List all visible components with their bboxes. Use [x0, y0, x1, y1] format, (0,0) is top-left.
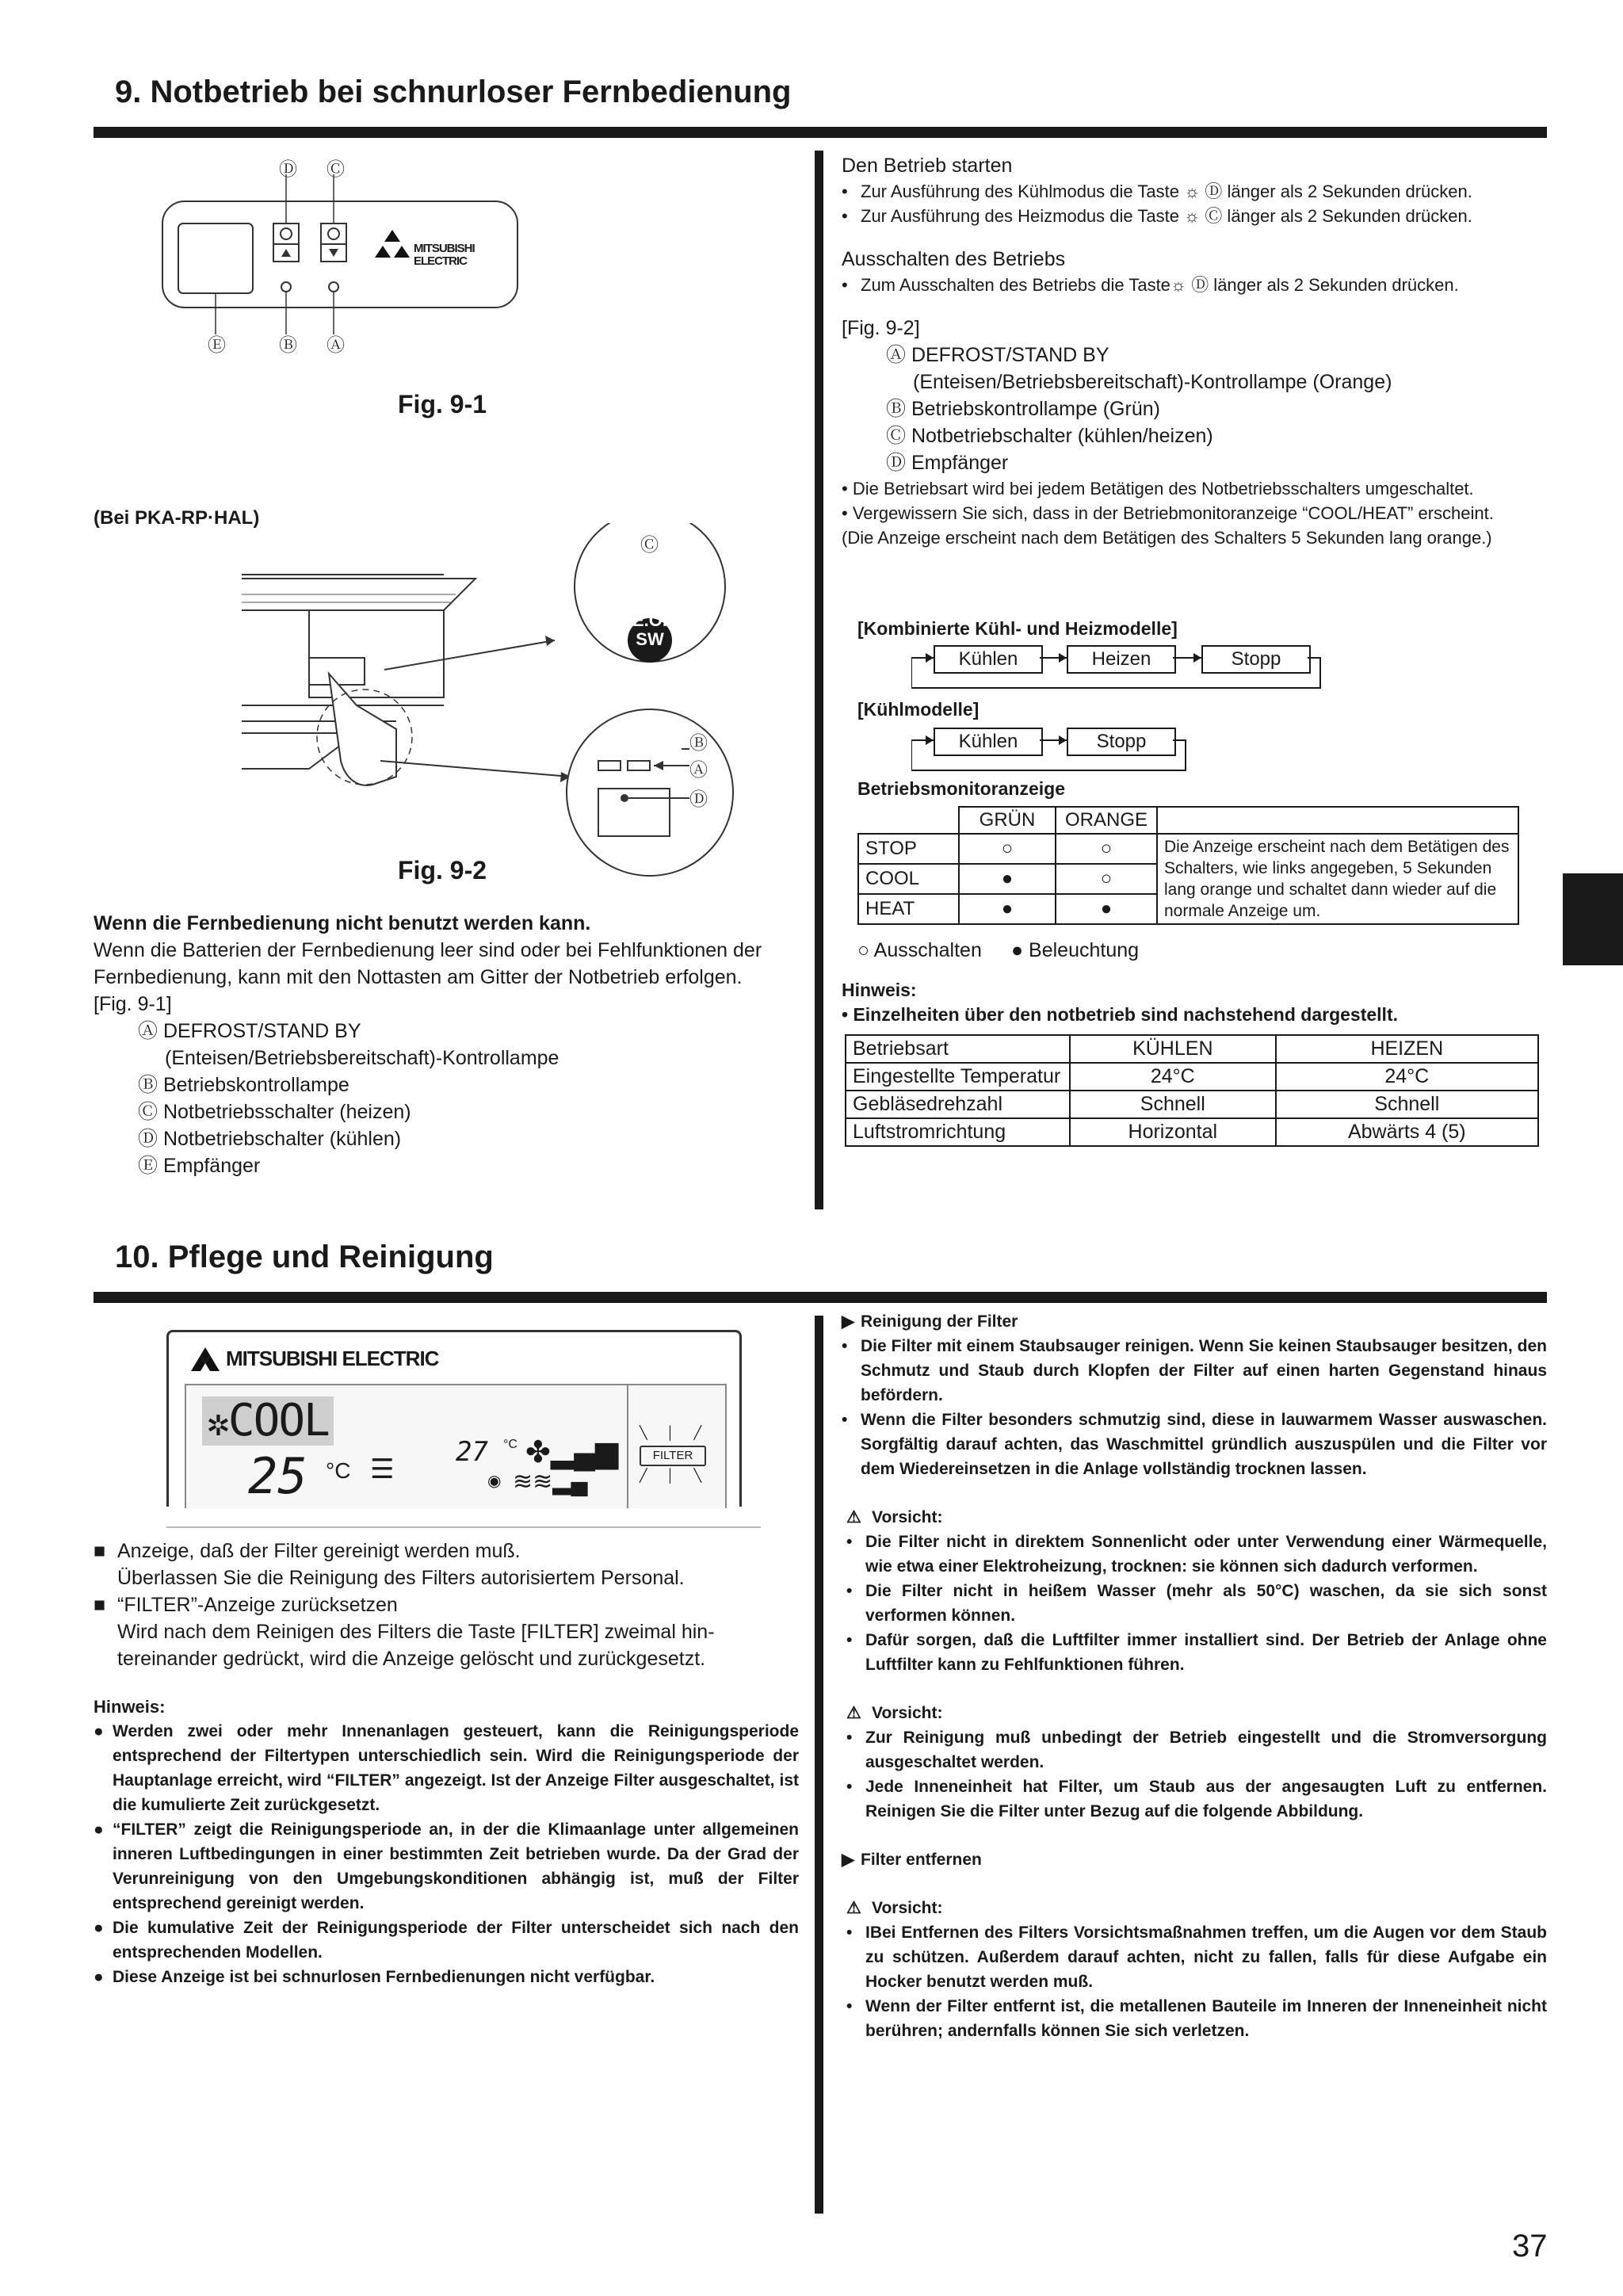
fig2-label-c: Ⓒ — [640, 534, 659, 555]
section-10-title: 10. Pflege und Reinigung — [115, 1240, 494, 1274]
warning-icon: ⚠ — [846, 1899, 861, 1917]
section-9-right-text: Den Betrieb starten • Zur Ausführung des Kühlmodus die Taste ☼ Ⓓ länger als 2 Sekunden drücken. • Zur Ausführung des Heizmodus die Taste ☼ Ⓒ länger als 2 Sekunden drücken. Ausschalten des Betriebs • Zum Ausschalten des Betriebs die Taste☼ Ⓓ länger als 2 Sekunden drücken. [Fig. 9-2] Ⓐ DEFROST/STAND BY (Enteisen/Betriebsbereitschaft)-Kontrollampe (Orange) Ⓑ Betriebskontrollampe (Grün) Ⓒ Notbetriebschalter (kühlen/heizen) Ⓓ Empfänger • Die Betriebsart wird bei jedem Betätigen des Notbetriebsschalters umgeschaltet. • Vergewissern Sie sich, dass in der Betriebmonitoranzeige “COOL/HEAT” erscheint. (Die Anzeige erscheint nach dem Betätigen des Schalters 5 Sekunden lang orange.) — [842, 152, 1555, 550]
cool-flow — [911, 726, 1189, 774]
detail-cell: Gebläsedrehzahl — [846, 1091, 1070, 1118]
monitor-note: Die Anzeige erscheint nach dem Betätigen des Schalters, wie links angegeben, 5 Sekunden lang orange und schaltet dann wieder auf die normale Anzeige um. — [1157, 834, 1518, 924]
caution-item: Dafür sorgen, daß die Luftfilter immer installiert sind. Der Betrieb der Anlage ohne Luftfilter kann zu Fehlfunktionen führen. — [865, 1631, 1547, 1674]
left-para-2: Fernbedienung, kann mit den Nottasten am Gitter der Notbetrieb erfolgen. — [94, 966, 743, 988]
left-item: (Enteisen/Betriebsbereitschaft)-Kontrollampe — [165, 1047, 559, 1069]
detail-cell: Horizontal — [1070, 1118, 1276, 1146]
detail-cell: 24°C — [1276, 1063, 1538, 1091]
caution-item: Die Filter nicht in heißem Wasser (mehr als 50°C) waschen, da sie sich sonst verformen können. — [865, 1582, 1547, 1625]
right-item: (Enteisen/Betriebsbereitschaft)-Kontrollampe (Orange) — [913, 371, 1392, 393]
flow-step: Stopp — [1201, 645, 1311, 674]
detail-cell: HEIZEN — [1276, 1035, 1538, 1063]
fan-speed-icon: ✤▂▄▆ — [525, 1436, 619, 1469]
filter-bullet-1-line2: Überlassen Sie die Reinigung des Filters autorisiertem Personal. — [117, 1567, 685, 1589]
stop-heading: Ausschalten des Betriebs — [842, 248, 1066, 270]
legend-on: ● Beleuchtung — [1011, 939, 1140, 961]
flow-arrows — [911, 644, 1323, 691]
filter-bullet-2-line2: Wird nach dem Reinigen des Filters die Taste [FILTER] zweimal hin- — [117, 1621, 715, 1643]
clean-item: Wenn die Filter besonders schmutzig sind, diese in lauwarmem Wasser auswaschen. Sorgfältig darauf achten, das Waschmittel gründlich auszuspülen und die Filter vor dem Wiedereinsetzen in die Anlage vollständig trocknen lassen. — [861, 1411, 1547, 1478]
lcd-unit: °C — [326, 1458, 351, 1483]
timer-icon: ◉ — [487, 1473, 502, 1490]
remove-heading: Filter entfernen — [861, 1851, 982, 1869]
row-mode: HEAT — [858, 894, 959, 924]
triangle-icon: ▶ — [842, 1851, 855, 1869]
mitsubishi-logo-icon — [191, 1347, 220, 1371]
fig-9-2-model: (Bei PKA-RP·HAL) — [94, 507, 260, 529]
filter-blink-icon: ╲ │ ╱ — [640, 1427, 710, 1440]
note-item: Die kumulative Zeit der Reinigungsperiode der Filter unterscheidet sich nach den entsprechenden Modellen. — [113, 1919, 799, 1962]
section-10-right-text: ▶ Reinigung der Filter • Die Filter mit einem Staubsauger reinigen. Wenn Sie keinen Staubsauger besitzen, den Schmutz und Staub durch Klopfen der Filter auf einen harten Gegenstand hinaus befördern. • Wenn die Filter besonders schmutzig sind, diese in lauwarmem Wasser auswaschen. Sorgfältig darauf achten, das Waschmittel gründlich auszuspülen und die Filter vor dem Wiedereinsetzen in die Anlage vollständig trocknen lassen. ⚠ Vorsicht: • Die Filter nicht in direktem Sonnenlicht oder unter Verwendung einer Wärmequelle, wie etwa einer Elektroheizung, trocknen: sie können sich dadurch verformen. • Die Filter nicht in heißem Wasser (mehr als 50°C) waschen, da sie sich sonst verformen können. • Dafür sorgen, daß die Luftfilter immer installiert sind. Der Betrieb der Anlage ohne Luftfilter kann zu Fehlfunktionen führen. ⚠ Vorsicht: • Zur Reinigung muß unbedingt der Betrieb eingestellt und die Stromversorgung ausgeschaltet werden. • Jede Inneneinheit hat Filter, um Staub aus der angesaugten Luft zu entfernen. Reinigen Sie die Filter unter Bezug auf die folgende Abbildung. ▶ Filter entfernen ⚠ Vorsicht: • IBei Entfernen des Filters Vorsichtsmaßnahmen treffen, um die Augen vor dem Staub zu schützen. Außerdem darauf achten, nicht zu fallen, falls für diese Aufgabe ein Hocker benutzt werden muß. • Wenn der Filter entfernt ist, die metallenen Bauteile im Inneren der Inneneinheit nicht berühren; andernfalls können Sie sich verletzen. — [842, 1309, 1547, 2043]
hinweis-9-bullet: • Einzelheiten über den notbetrieb sind nachstehend dargestellt. — [842, 1004, 1398, 1025]
left-item: Ⓒ Notbetriebsschalter (heizen) — [138, 1101, 411, 1123]
clean-item: Die Filter mit einem Staubsauger reinigen. Wenn Sie keinen Staubsauger besitzen, den Schmutz und Staub durch Klopfen der Filter auf einen harten Gegenstand hinaus befördern. — [861, 1337, 1547, 1404]
stop-bullet-1: Zum Ausschalten des Betriebs die Taste☼ Ⓓ länger als 2 Sekunden drücken. — [861, 275, 1459, 295]
section-10-left-text: ■ Anzeige, daß der Filter gereinigt werden muß. Überlassen Sie die Reinigung des Filters autorisiertem Personal. ■ “FILTER”-Anzeige zurücksetzen Wird nach dem Reinigen des Filters die Taste [FILTER] zweimal hin- tereinander gedrückt, wird die Anzeige gelöscht und zurückgesetzt. Hinweis: ● Werden zwei oder mehr Innenanlagen gesteuert, kann die Reinigungsperiode entsprechend der Filtertypen unterschiedlich sein. Wird die Reinigungsperiode der Hauptanlage erreicht, wird “FILTER” angezeigt. Ist der Anzeige Filter ausgeschaltet, ist die kumulierte Zeit zurückgesetzt. ● “FILTER” zeigt die Reinigungsperiode an, in der die Klimaanlage unter allgemeinen inneren Luftbedingungen in einer bestimmten Zeit betrieben wurde. Da der Grad der Verunreinigung von den Umgebungskonditionen abhängig ist, muß der Filter entsprechend gereinigt werden. ● Die kumulative Zeit der Reinigungsperiode der Filter unterscheidet sich nach den entsprechenden Modellen. ● Diese Anzeige ist bei schnurlosen Fernbedienungen nicht verfügbar. — [94, 1538, 799, 1989]
indoor-unit-figure — [238, 523, 745, 888]
row-orange: ○ — [1056, 864, 1157, 894]
remote-brand: MITSUBISHI ELECTRIC — [414, 242, 475, 268]
detail-cell: Luftstromrichtung — [846, 1118, 1070, 1146]
left-figref: [Fig. 9-1] — [94, 993, 172, 1015]
note-2: • Vergewissern Sie sich, dass in der Betriebmonitoranzeige “COOL/HEAT” erscheint. — [842, 503, 1494, 523]
triangle-icon: ▶ — [842, 1312, 855, 1331]
filter-bullet-2-line3: tereinander gedrückt, wird die Anzeige gelöscht und zurückgesetzt. — [117, 1648, 706, 1670]
cool-heading: [Kühlmodelle] — [857, 699, 980, 720]
combo-heading: [Kombinierte Kühl- und Heizmodelle] — [857, 618, 1178, 639]
lcd-unit-small: °C — [503, 1438, 517, 1451]
note-3: (Die Anzeige erscheint nach dem Betätigen des Schalters 5 Sekunden lang orange.) — [842, 528, 1492, 548]
row-orange: ○ — [1056, 834, 1157, 864]
column-divider-10 — [815, 1316, 823, 2214]
flow-step: Kühlen — [934, 728, 1043, 756]
start-heading: Den Betrieb starten — [842, 155, 1013, 177]
lcd-brand: MITSUBISHI ELECTRIC — [191, 1347, 438, 1371]
note-item: Werden zwei oder mehr Innenanlagen gesteuert, kann die Reinigungsperiode entsprechend der Filtertypen unterschiedlich sein. Wird die Reinigungsperiode der Hauptanlage erreicht, wird “FILTER” angezeigt. Ist der Anzeige Filter ausgeschaltet, ist die kumulierte Zeit zurückgesetzt. — [113, 1722, 799, 1814]
note-1: • Die Betriebsart wird bei jedem Betätigen des Notbetriebsschalters umgeschaltet. — [842, 479, 1474, 499]
left-item: Ⓓ Notbetriebschalter (kühlen) — [138, 1128, 402, 1150]
page-number: 37 — [1512, 2229, 1548, 2264]
label-d: Ⓓ — [279, 159, 297, 179]
eo-switch: E.O. SW — [632, 610, 667, 649]
col-header: ORANGE — [1056, 807, 1157, 834]
note-item: Diese Anzeige ist bei schnurlosen Fernbedienungen nicht verfügbar. — [113, 1968, 655, 1986]
note-item: “FILTER” zeigt die Reinigungsperiode an, in der die Klimaanlage unter allgemeinen inneren Luftbedingungen in einer bestimmten Zeit betrieben wurde. Da der Grad der Verunreinigung von den Umgebungskonditionen abhängig ist, muß der Filter entsprechend gereinigt werden. — [113, 1820, 799, 1912]
label-a: Ⓐ — [327, 334, 345, 355]
row-orange: ● — [1056, 894, 1157, 924]
detail-cell: Abwärts 4 (5) — [1276, 1118, 1538, 1146]
lcd-mode: ✲COOL — [202, 1396, 334, 1446]
section-9-rule — [94, 127, 1547, 138]
flow-step: Heizen — [1067, 645, 1176, 674]
lcd-screen — [185, 1384, 727, 1508]
col-header: GRÜN — [959, 807, 1056, 834]
start-bullet-1: Zur Ausführung des Kühlmodus die Taste ☼ Ⓓ länger als 2 Sekunden drücken. — [861, 181, 1472, 201]
right-item: Ⓐ DEFROST/STAND BY — [886, 344, 1109, 366]
hinweis-10: Hinweis: — [94, 1697, 166, 1717]
caution-heading: Vorsicht: — [872, 1508, 943, 1526]
lcd-cut-line — [166, 1526, 761, 1528]
detail-table — [845, 1034, 1539, 1147]
hinweis-9: Hinweis: — [842, 980, 917, 1000]
caution-item: Zur Reinigung muß unbedingt der Betrieb eingestellt und die Stromversorgung ausgeschaltet werden. — [865, 1729, 1547, 1771]
caution-item: Jede Inneneinheit hat Filter, um Staub aus der angesaugten Luft zu entfernen. Reinigen Sie die Filter unter Bezug auf die folgende Abbildung. — [865, 1778, 1547, 1820]
flow-arrows — [911, 726, 1189, 774]
detail-cell: KÜHLEN — [1070, 1035, 1276, 1063]
flow-step: Kühlen — [934, 645, 1043, 674]
caution-item: Die Filter nicht in direktem Sonnenlicht oder unter Verwendung einer Wärmequelle, wie etwa einer Elektroheizung, trocknen: sie können sich dadurch verformen. — [865, 1533, 1547, 1576]
louver-icon: ☰ — [370, 1454, 395, 1484]
warning-icon: ⚠ — [846, 1508, 861, 1526]
monitor-table — [857, 806, 1519, 925]
label-e: Ⓔ — [208, 334, 226, 355]
fan-icon: ✲ — [207, 1400, 228, 1445]
monitor-heading: Betriebsmonitoranzeige — [857, 778, 1065, 799]
caution-item: Wenn der Filter entfernt ist, die metallenen Bauteile im Inneren der Inneneinheit nicht berühren; andernfalls können Sie sich verletzen. — [865, 1997, 1547, 2040]
row-green: ● — [959, 894, 1056, 924]
right-item: Ⓑ Betriebskontrollampe (Grün) — [886, 398, 1160, 420]
detail-cell: Schnell — [1276, 1091, 1538, 1118]
detail-cell: Eingestellte Temperatur — [846, 1063, 1070, 1091]
filter-area — [627, 1385, 727, 1508]
caution-item: IBei Entfernen des Filters Vorsichtsmaßnahmen treffen, um die Augen vor dem Staub zu schützen. Außerdem darauf achten, nicht zu fallen, falls für diese Aufgabe ein Hocker benutzt werden muß. — [865, 1924, 1547, 1991]
filter-blink-icon: ╱ │ ╲ — [640, 1469, 710, 1483]
lcd-temp-small: 27 — [456, 1436, 488, 1468]
label-c: Ⓒ — [327, 159, 345, 179]
row-mode: COOL — [858, 864, 959, 894]
left-item: Ⓐ DEFROST/STAND BY — [138, 1020, 361, 1042]
row-green: ● — [959, 864, 1056, 894]
lcd-temp-big: 25 — [248, 1447, 307, 1505]
detail-cell: Betriebsart — [846, 1035, 1070, 1063]
left-item: Ⓔ Empfänger — [138, 1155, 261, 1177]
filter-bullet-1: Anzeige, daß der Filter gereinigt werden muß. — [117, 1540, 521, 1562]
filter-bullet-2: “FILTER”-Anzeige zurücksetzen — [117, 1594, 398, 1616]
clean-heading: Reinigung der Filter — [861, 1312, 1018, 1331]
warning-icon: ⚠ — [846, 1704, 861, 1722]
right-item: Ⓓ Empfänger — [886, 452, 1009, 474]
row-mode: STOP — [858, 834, 959, 864]
airflow-icon: ≋≋▂▄ — [513, 1469, 588, 1495]
row-green: ○ — [959, 834, 1056, 864]
right-figref: [Fig. 9-2] — [842, 317, 920, 339]
detail-cell: 24°C — [1070, 1063, 1276, 1091]
detail-cell: Schnell — [1070, 1091, 1276, 1118]
section-10-rule — [94, 1292, 1547, 1303]
fig2-label-d: Ⓓ — [689, 789, 708, 809]
flow-step: Stopp — [1067, 728, 1176, 756]
caution-heading: Vorsicht: — [872, 1899, 943, 1917]
caution-heading: Vorsicht: — [872, 1704, 943, 1722]
right-item: Ⓒ Notbetriebschalter (kühlen/heizen) — [886, 425, 1213, 447]
left-heading: Wenn die Fernbedienung nicht benutzt werden kann. — [94, 912, 591, 934]
fig-9-1-caption: Fig. 9-1 — [398, 390, 487, 418]
fig2-label-a: Ⓐ — [689, 759, 708, 780]
combo-flow — [911, 644, 1323, 691]
lcd-remote — [166, 1330, 742, 1507]
column-divider-9 — [815, 151, 823, 1209]
fig2-label-b: Ⓑ — [689, 732, 708, 753]
left-para-1: Wenn die Batterien der Fernbedienung leer sind oder bei Fehlfunktionen der — [94, 939, 762, 961]
label-b: Ⓑ — [279, 334, 297, 355]
section-9-left-text — [94, 910, 807, 1179]
filter-indicator: FILTER — [640, 1446, 706, 1466]
legend-off: ○ Ausschalten — [857, 939, 982, 961]
fig-9-2-caption: Fig. 9-2 — [398, 856, 487, 884]
left-item: Ⓑ Betriebskontrollampe — [138, 1074, 349, 1096]
chapter-tab — [1563, 873, 1623, 965]
start-bullet-2: Zur Ausführung des Heizmodus die Taste ☼ Ⓒ länger als 2 Sekunden drücken. — [861, 206, 1472, 226]
section-9-title: 9. Notbetrieb bei schnurloser Fernbedienung — [115, 74, 792, 109]
